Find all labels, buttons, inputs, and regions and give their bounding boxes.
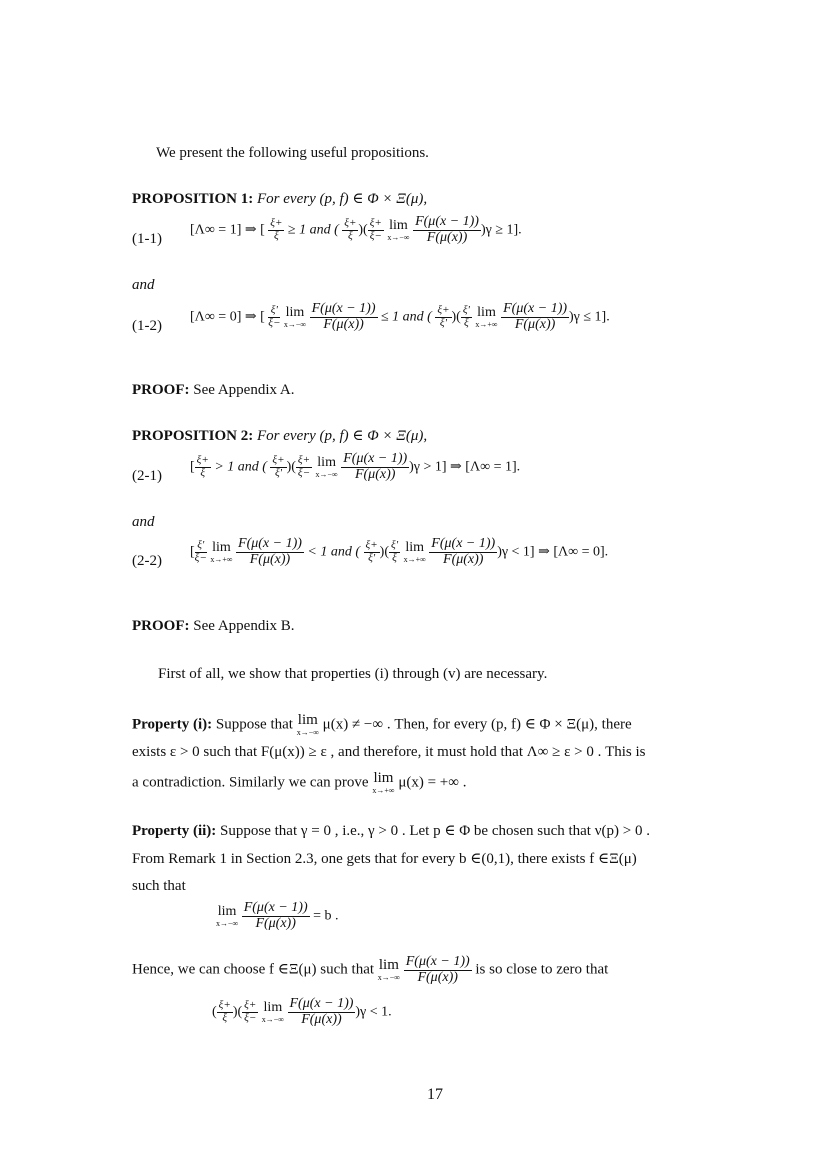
eq-1-2-fraction2: $\frac{F(\mu(x - 1))}{F(\mu(x))}$ bbox=[503, 301, 568, 332]
eq-1-1-ratio: $\frac{\xi+}{\xi}$ bbox=[270, 217, 283, 242]
proof-1 bbox=[132, 383, 295, 398]
final-ratio-1: $\frac{\xi+}{\xi}$ bbox=[218, 999, 231, 1024]
property-i-line-2: exists ε > 0 such that F(μ(x)) ≥ ε , and therefore, it must hold that Λ∞ ≥ ε > 0 . This is bbox=[132, 744, 646, 760]
proposition-2-line bbox=[132, 429, 427, 444]
proof-2-text: See Appendix B. bbox=[193, 618, 295, 634]
eq-2-2-middle: < 1 and ( bbox=[307, 544, 361, 560]
eq-1-2: [Λ∞ = 0] ⇒ [ $\frac{\xi'}{\xi-}$ lim x→−∞ $\frac{F(\mu(x - 1))}{F(\mu(x))}$ ≤ 1 and ( $\frac{\xi+}{\xi'}$ )( $\frac{\xi'}{\xi}$ lim x→+∞ $\frac{F(\mu(x - 1))}{F(\mu(x))}$ )γ ≤ 1]. bbox=[190, 301, 610, 332]
eq-1-2-lim: lim x→−∞ bbox=[283, 304, 307, 329]
eq-1-1: [Λ∞ = 1] ⇒ [ $\frac{\xi+}{\xi}$ ≥ 1 and ( $\frac{\xi+}{\xi}$ )( $\frac{\xi+}{\xi-}$ lim x→−∞ $\frac{F(\mu(x - 1))}{F(\mu(x))}$ )γ ≥ 1]. bbox=[190, 214, 522, 245]
eq-2-1-fraction: $\frac{F(\mu(x - 1))}{F(\mu(x))}$ bbox=[343, 451, 408, 482]
property-i-lim: lim x→−∞ bbox=[296, 712, 319, 737]
eq-1-2-lhs: [Λ∞ = 0] ⇒ [ bbox=[190, 309, 265, 325]
eq-2-2-ratio3: $\frac{\xi'}{\xi}$ bbox=[391, 539, 399, 564]
eq-2-1-ratio3: $\frac{\xi+}{\xi-}$ bbox=[297, 454, 311, 479]
proof-2-label: PROOF: bbox=[132, 618, 190, 634]
eq-1-2-middle: ≤ 1 and ( bbox=[381, 309, 432, 325]
final-lim: lim x→−∞ bbox=[261, 999, 284, 1024]
eq-1-2-fraction: $\frac{F(\mu(x - 1))}{F(\mu(x))}$ bbox=[311, 301, 376, 332]
eq-1-1-lim: lim x→−∞ bbox=[387, 217, 410, 242]
proposition-1-condition: For every (p, f) ∈ Φ × Ξ(μ), bbox=[257, 191, 428, 207]
property-i-lim-2: lim x→+∞ bbox=[372, 770, 395, 795]
eq-2-2-lim2: lim x→+∞ bbox=[403, 539, 426, 564]
eq-2-1-ratio2: $\frac{\xi+}{\xi'}$ bbox=[272, 454, 285, 479]
eq-1-1-label: (1-1) bbox=[132, 231, 162, 247]
final-ratio-2: $\frac{\xi+}{\xi-}$ bbox=[244, 999, 257, 1024]
eq-2-2: [ $\frac{\xi'}{\xi-}$ lim x→+∞ $\frac{F(\mu(x - 1))}{F(\mu(x))}$ < 1 and ( $\frac{\xi+}{\xi'}$ )( $\frac{\xi'}{\xi}$ lim x→+∞ $\frac{F(\mu(x - 1))}{F(\mu(x))}$ )γ < 1] ⇒ [Λ∞ = 0]. bbox=[190, 536, 609, 567]
property-ii-line-4: Hence, we can choose f ∈Ξ(μ) such that lim x→−∞ $\frac{F(\mu(x - 1))}{F(\mu(x))}$ is so close to zero that bbox=[132, 954, 609, 985]
display-lim: lim x→−∞ bbox=[216, 903, 239, 928]
property-ii-line-3: such that bbox=[132, 878, 186, 894]
eq-1-2-lim2: lim x→+∞ bbox=[475, 304, 498, 329]
eq-2-1-lim: lim x→−∞ bbox=[315, 454, 338, 479]
property-i-label: Property (i): bbox=[132, 716, 213, 733]
eq-2-2-lhs: [ bbox=[190, 544, 195, 560]
eq-1-2-tail: )γ ≤ 1]. bbox=[569, 309, 610, 325]
eq-1-1-tail: )γ ≥ 1]. bbox=[480, 222, 522, 238]
line4-fraction: $\frac{F(\mu(x - 1))}{F(\mu(x))}$ bbox=[405, 954, 470, 985]
property-ii-label: Property (ii): bbox=[132, 823, 217, 839]
eq-1-1-lhs: [Λ∞ = 1] ⇒ [ bbox=[190, 222, 265, 238]
proposition-1-line bbox=[132, 192, 427, 207]
proposition-1-heading: PROPOSITION 1: bbox=[132, 191, 254, 207]
eq-2-1-label: (2-1) bbox=[132, 468, 162, 484]
property-i-line-1: Property (i): Suppose that lim x→−∞ μ(x) ≠ −∞ . Then, for every (p, f) ∈ Φ × Ξ(μ), there bbox=[132, 712, 632, 737]
eq-2-1: [ $\frac{\xi+}{\xi}$ > 1 and ( $\frac{\xi+}{\xi'}$ )( $\frac{\xi+}{\xi-}$ lim x→−∞ $\frac{F(\mu(x - 1))}{F(\mu(x))}$ )γ > 1] ⇒ [Λ∞ = 1]. bbox=[190, 451, 521, 482]
and-label-2: and bbox=[132, 514, 155, 530]
proposition-2-heading: PROPOSITION 2: bbox=[132, 428, 254, 444]
eq-1-2-ratio2: $\frac{\xi+}{\xi'}$ bbox=[437, 304, 450, 329]
property-ii-final-eq: ( $\frac{\xi+}{\xi}$ )( $\frac{\xi+}{\xi-}$ lim x→−∞ $\frac{F(\mu(x - 1))}{F(\mu(x))}$ )γ < 1. bbox=[212, 996, 392, 1027]
property-ii-display-eq: lim x→−∞ $\frac{F(\mu(x - 1))}{F(\mu(x))}$ = b . bbox=[216, 900, 339, 931]
eq-2-1-tail: )γ > 1] ⇒ [Λ∞ = 1]. bbox=[409, 459, 521, 475]
eq-2-1-middle: > 1 and ( bbox=[214, 459, 267, 475]
eq-1-2-ratio3: $\frac{\xi'}{\xi}$ bbox=[462, 304, 470, 329]
and-label-1: and bbox=[132, 277, 155, 293]
proof-1-text: See Appendix A. bbox=[193, 382, 295, 398]
line4-lim: lim x→−∞ bbox=[377, 957, 400, 983]
eq-1-1-fraction: $\frac{F(\mu(x - 1))}{F(\mu(x))}$ bbox=[415, 214, 479, 245]
display-fraction: $\frac{F(\mu(x - 1))}{F(\mu(x))}$ bbox=[243, 900, 308, 931]
proof-1-label: PROOF: bbox=[132, 382, 190, 398]
eq-2-2-tail: )γ < 1] ⇒ [Λ∞ = 0]. bbox=[497, 544, 609, 560]
proof-2 bbox=[132, 619, 295, 634]
intro-text: We present the following useful propositions. bbox=[156, 145, 429, 161]
final-fraction: $\frac{F(\mu(x - 1))}{F(\mu(x))}$ bbox=[289, 996, 354, 1027]
eq-2-2-fraction2: $\frac{F(\mu(x - 1))}{F(\mu(x))}$ bbox=[431, 536, 496, 567]
eq-2-1-ratio: $\frac{\xi+}{\xi}$ bbox=[196, 454, 209, 479]
eq-2-2-label: (2-2) bbox=[132, 553, 162, 569]
eq-1-1-middle: ≥ 1 and ( bbox=[287, 222, 339, 238]
eq-2-2-fraction: $\frac{F(\mu(x - 1))}{F(\mu(x))}$ bbox=[238, 536, 302, 567]
eq-1-1-ratio3: $\frac{\xi+}{\xi-}$ bbox=[369, 217, 382, 242]
first-of-all-text: First of all, we show that properties (i) through (v) are necessary. bbox=[158, 666, 548, 682]
property-i-line-3: a contradiction. Similarly we can prove lim x→+∞ μ(x) = +∞ . bbox=[132, 770, 467, 795]
property-ii-line-2: From Remark 1 in Section 2.3, one gets that for every b ∈(0,1), there exists f ∈Ξ(μ) bbox=[132, 851, 637, 867]
eq-2-2-ratio: $\frac{\xi'}{\xi-}$ bbox=[194, 539, 207, 564]
eq-2-2-lim: lim x→+∞ bbox=[210, 539, 233, 564]
eq-1-2-ratio: $\frac{\xi'}{\xi-}$ bbox=[268, 304, 281, 329]
eq-1-1-ratio2: $\frac{\xi+}{\xi}$ bbox=[344, 217, 357, 242]
eq-1-2-label: (1-2) bbox=[132, 318, 162, 334]
eq-2-2-ratio2: $\frac{\xi+}{\xi'}$ bbox=[365, 539, 378, 564]
proposition-2-condition: For every (p, f) ∈ Φ × Ξ(μ), bbox=[257, 428, 428, 444]
property-ii-line-1: Property (ii): Suppose that γ = 0 , i.e., γ > 0 . Let p ∈ Φ be chosen such that ν(p) > 0 . bbox=[132, 823, 650, 839]
page-number: 17 bbox=[427, 1086, 443, 1103]
eq-2-1-lhs: [ bbox=[190, 459, 195, 475]
